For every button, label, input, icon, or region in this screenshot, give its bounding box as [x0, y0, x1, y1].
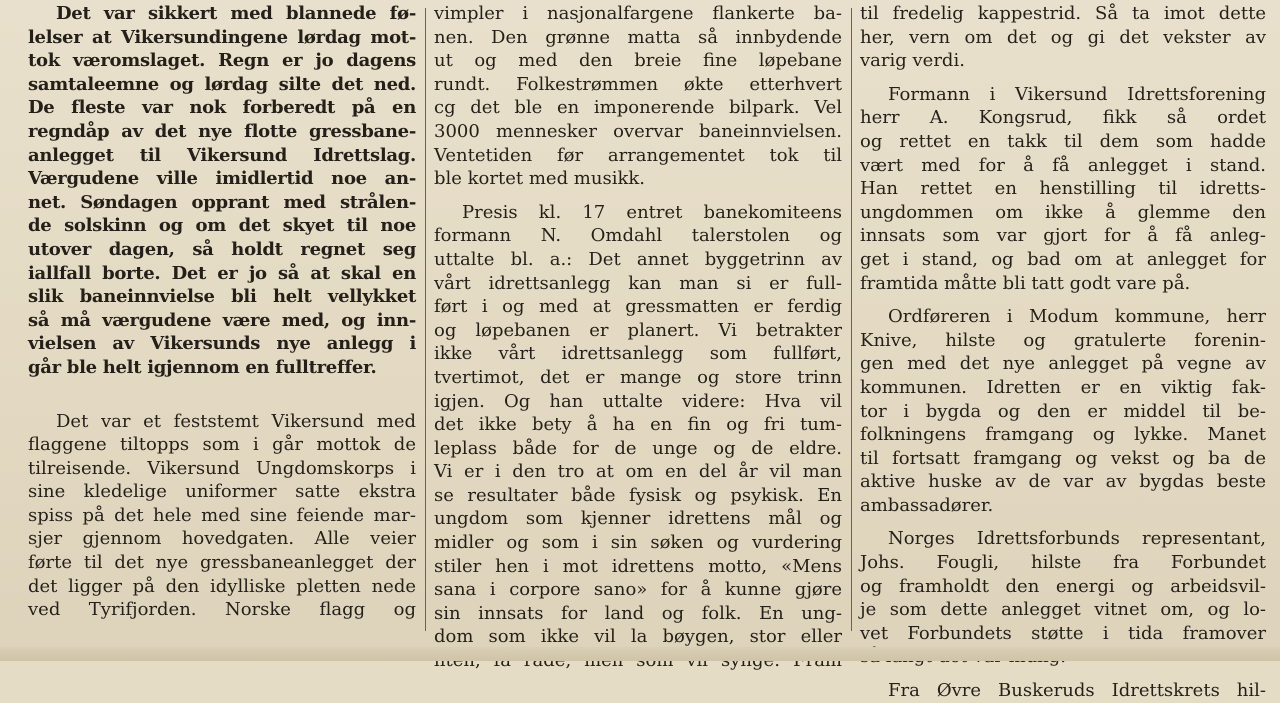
text-line: gen med det nye anlegget på vegne av — [860, 353, 1266, 375]
article-column-1 — [28, 2, 416, 622]
text-line: og rettet en takk til dem som hadde — [860, 130, 1266, 152]
text-line: førte til det nye gressbaneanlegget der — [28, 552, 416, 574]
text-line: tok væromslaget. Regn er jo dagens — [28, 50, 416, 72]
text-line: ambassadører. — [860, 494, 994, 516]
text-line: aktive huske av de var av bygdas beste — [860, 471, 1266, 493]
text-line: je som dette anlegget vitnet om, og lo- — [860, 599, 1266, 621]
text-line: Det var sikkert med blannede fø- — [56, 3, 416, 24]
column-divider — [425, 8, 426, 631]
text-line: folkningens framgang og lykke. Manet — [860, 424, 1266, 446]
text-line: herr A. Kongsrud, fikk så ordet — [860, 107, 1266, 129]
article-column-3 — [860, 2, 1266, 703]
text-line: 3000 mennesker overvar baneinnvielsen. — [434, 120, 842, 142]
body-paragraph — [28, 410, 416, 622]
text-line: nen. Den grønne matta så innbydende — [434, 26, 842, 48]
text-line: Værgudene ville imidlertid noe an- — [28, 168, 416, 190]
text-line: sin innsats for land og folk. En ung- — [434, 602, 842, 624]
text-line: sine kledelige uniformer satte ekstra — [28, 481, 416, 503]
body-paragraph — [860, 305, 1266, 517]
text-line: flaggene tiltopps som i går mottok de — [28, 434, 416, 456]
text-line: Det var et feststemt Vikersund med — [56, 410, 416, 432]
text-line: ved Tyrifjorden. Norske flagg og — [28, 599, 416, 621]
text-line: vårt idrettsanlegg kan man si er full- — [434, 272, 842, 294]
text-line: de solskinn og om det skyet til noe — [28, 215, 416, 237]
text-line: her, vern om det og gi det vekster av — [860, 26, 1266, 48]
text-line: til fredelig kappestrid. Så ta imot dette — [860, 3, 1266, 24]
text-line: Knive, hilste og gratulerte forenin- — [860, 329, 1266, 351]
text-line: stiler hen i mot idrettens motto, «Mens — [434, 555, 842, 577]
text-line: spiss på det hele med sine feiende mar- — [28, 504, 416, 526]
text-line: og framholdt den energi og arbeidsvil- — [860, 575, 1266, 597]
text-line: Ventetiden før arrangementet tok til — [434, 144, 842, 166]
body-paragraph — [434, 2, 842, 191]
text-line: iallfall borte. Det er jo så at skal en — [28, 262, 416, 284]
text-line: så må værgudene være med, og inn- — [28, 309, 416, 331]
text-line: til fortsatt framgang og vekst og ba de — [860, 447, 1266, 469]
text-line: framtida måtte bli tatt godt vare på. — [860, 272, 1191, 294]
text-line: det ligger på den idylliske pletten nede — [28, 575, 416, 597]
text-line: Presis kl. 17 entret banekomiteens — [462, 201, 842, 223]
text-line: ført i og med at gressmatten er ferdig — [434, 296, 842, 318]
text-line: sana i corpore sano» for å kunne gjøre — [434, 579, 842, 601]
column-divider — [851, 8, 852, 631]
text-line: vært med for å få anlegget i stand. — [860, 154, 1266, 176]
text-line: samtaleemne og lørdag silte det ned. — [28, 73, 416, 95]
text-line: ungdom som kjenner idrettens mål og — [434, 508, 842, 530]
text-line: ut og med den breie fine løpebane — [434, 50, 842, 72]
text-line: og løpebanen er planert. Vi betrakter — [434, 319, 842, 341]
text-line: vimpler i nasjonalfargene flankerte ba- — [434, 3, 842, 24]
text-line: formann N. Omdahl talerstolen og — [434, 225, 842, 247]
text-line: net. Søndagen opprant med strålen- — [28, 191, 416, 213]
lead-paragraph — [28, 2, 416, 380]
text-line: rundt. Folkestrømmen økte etterhvert — [434, 73, 842, 95]
text-line: tor i bygda og den er middel til be- — [860, 400, 1266, 422]
text-line: ble kortet med musikk. — [434, 168, 645, 190]
text-line: lelser at Vikersundingene lørdag mot- — [28, 26, 416, 48]
text-line: Johs. Fougli, hilste fra Forbundet — [860, 552, 1266, 574]
text-line: cg det ble en imponerende bilpark. Vel — [434, 97, 842, 119]
text-line: Han rettet en henstilling til idretts- — [860, 178, 1266, 200]
text-line: tilreisende. Vikersund Ungdomskorps i — [28, 457, 416, 479]
text-line: går ble helt igjennom en fulltreffer. — [28, 356, 377, 378]
body-paragraph — [860, 83, 1266, 295]
text-line: igjen. Og han uttalte videre: Hva vil — [434, 390, 842, 412]
text-line: regndåp av det nye flotte gressbane- — [28, 120, 416, 142]
text-line: kommunen. Idretten er en viktig fak- — [860, 376, 1266, 398]
text-line: ikke vårt idrettsanlegg som fullført, — [434, 343, 842, 365]
text-line: De fleste var nok forberedt på en — [28, 97, 416, 119]
text-line: Vi er i den tro at om en del år vil man — [434, 461, 842, 483]
page-bottom-edge — [0, 647, 1280, 661]
text-line: Formann i Vikersund Idrettsforening — [888, 83, 1266, 105]
body-paragraph — [434, 201, 842, 673]
text-line: utover dagen, så holdt regnet seg — [28, 238, 416, 260]
text-line: det ikke bety å ha en fin og fri tum- — [434, 414, 842, 436]
article-column-2 — [434, 2, 842, 673]
text-line: Ordføreren i Modum kommune, herr — [888, 306, 1266, 328]
body-paragraph — [860, 2, 1266, 73]
text-line: Fra Øvre Buskeruds Idrettskrets hil- — [888, 680, 1266, 702]
text-line: tvertimot, det er mange og store trinn — [434, 366, 842, 388]
text-line: uttalte bl. a.: Det annet byggetrinn av — [434, 248, 842, 270]
text-line: se resultater både fysisk og psykisk. En — [434, 484, 842, 506]
body-paragraph — [860, 679, 1266, 703]
text-line: slik baneinnvielse bli helt vellykket — [28, 286, 416, 308]
text-line: get i stand, og bad om at anlegget for — [860, 248, 1266, 270]
text-line: vet Forbundets støtte i tida framover — [860, 622, 1266, 644]
text-line: ungdommen om ikke å glemme den — [860, 201, 1266, 223]
text-line: dom som ikke vil la bøygen, stor eller — [434, 626, 842, 648]
text-line: anlegget til Vikersund Idrettslag. — [28, 144, 416, 166]
text-line: Norges Idrettsforbunds representant, — [888, 528, 1266, 550]
text-line: midler og som i sin søken og vurdering — [434, 532, 842, 554]
text-line: vielsen av Vikersunds nye anlegg i — [28, 333, 416, 355]
text-line: leplass både for de unge og de eldre. — [434, 437, 842, 459]
text-line: varig verdi. — [860, 50, 965, 72]
text-line: sjer gjennom hovedgaten. Alle veier — [28, 528, 416, 550]
text-line: innsats som var gjort for å få anleg- — [860, 225, 1266, 247]
